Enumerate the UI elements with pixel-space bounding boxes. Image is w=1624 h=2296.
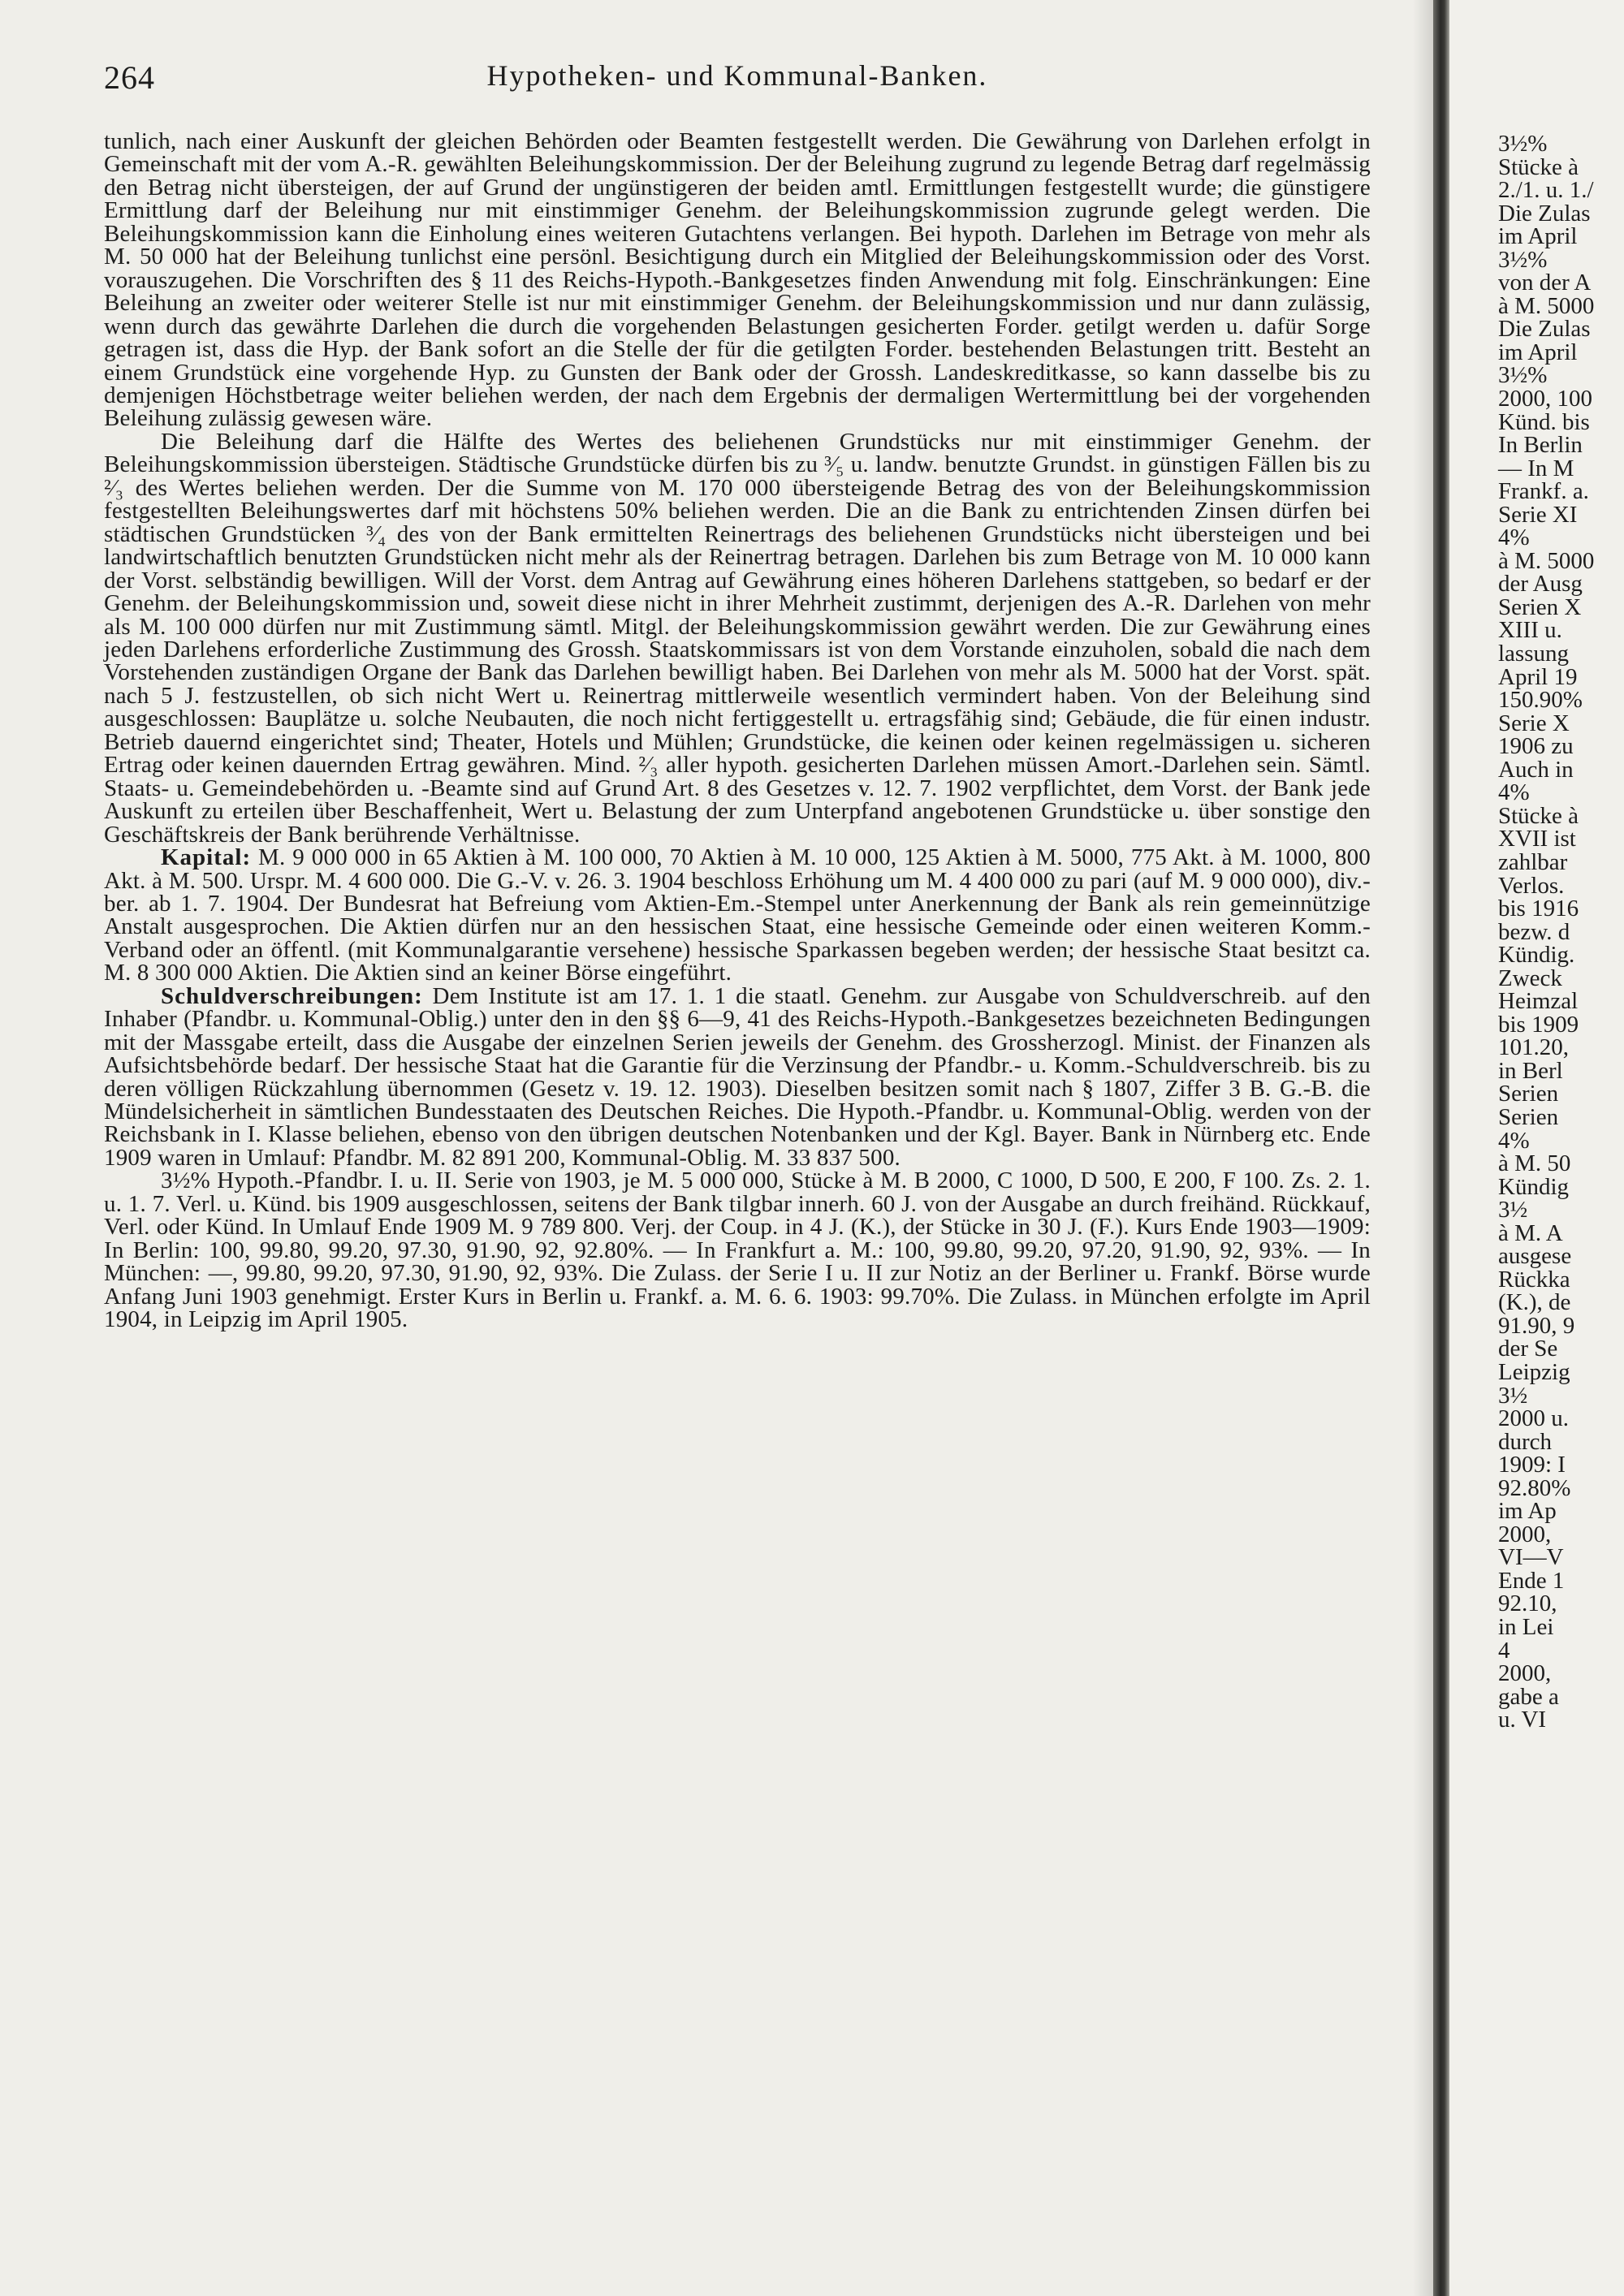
facing-page-line: Kündig. <box>1498 942 1575 969</box>
facing-page-line: 4% <box>1498 524 1530 551</box>
facing-page-line: Künd. bis <box>1498 408 1590 435</box>
body-text <box>104 130 1371 1331</box>
paragraph-schuldverschreibungen <box>104 982 1371 1171</box>
facing-page-line: 4% <box>1498 779 1530 806</box>
section-lead-kapital: Kapital: <box>161 844 252 871</box>
facing-page-line: VI—V <box>1498 1544 1564 1571</box>
facing-page-line: 3½% <box>1498 362 1548 389</box>
facing-page-line: Stücke à <box>1498 153 1579 180</box>
facing-page-line: à M. 50 <box>1498 1150 1571 1177</box>
facing-page-line: von der A <box>1498 270 1592 296</box>
facing-page-line: 91.90, 9 <box>1498 1312 1575 1339</box>
paragraph-text: Dem Institute ist am 17. 1. 1 die staatl. Genehm. zur Ausgabe von Schuldverschreib. auf den Inhaber (Pfandbr. u. Kommunal-Oblig.) unter den in den §§ 6—9, 41 des Reichs-Hypoth.-Bankgesetzes bezeichneten Bedingungen mit der Massgabe erteilt, dass die Ausgabe der einzelnen Serien jeweils der Genehm. des Grossherzogl. Minist. der Finanzen als Aufsichtsbehörde bedarf. Der hessische Staat hat die Garantie für die Verzinsung der Pfandbr.- u. Komm.-Schuldverschreib. bis zu deren völligen Rückzahlung übernommen (Gesetz v. 19. 12. 1903). Dieselben besitzen somit nach § 1807, Ziffer 3 B. G.-B. die Mündelsicherheit in sämtlichen Bundesstaaten des Deutschen Reiches. Die Hypoth.-Pfandbr. u. Kommunal-Oblig. werden von der Reichsbank in I. Klasse beliehen, ebenso von den übrigen deutschen Notenbanken und der Kgl. Bayer. Bank in Nürnberg etc. Ende 1909 waren in Umlauf: Pfandbr. M. 82 891 200, Kommunal-Oblig. M. 33 837 500. <box>104 982 1371 1171</box>
facing-page-line: Stücke à <box>1498 802 1579 829</box>
book-gutter <box>1433 0 1449 2296</box>
paragraph-text: M. 9 000 000 in 65 Aktien à M. 100 000, 70 Aktien à M. 10 000, 125 Aktien à M. 5000, 775 Akt. à M. 1000, 800 Akt. à M. 500. Urspr. M. 4 600 000. Die G.-V. v. 26. 3. 1904 beschloss Erhöhung um M. 4 400 000 zu pari (auf M. 9 000 000), div.-ber. ab 1. 7. 1904. Der Bundesrat hat Befreiung vom Aktien-Em.-Stempel unter Anerkennung der Bank als rein gemeinnützige Anstalt ausgesprochen. Die Aktien dürfen nur an den hessischen Staat, eine hessische Gemeinde oder einen weiteren Komm.-Verband oder an öffentl. (mit Kommunalgarantie versehene) hessische Sparkassen begeben werden; der hessische Staat besitzt ca. M. 8 300 000 Aktien. Die Aktien sind an keiner Börse eingeführt. <box>104 844 1371 986</box>
paragraph-beleihung-limits <box>104 430 1371 846</box>
facing-page-line: in Lei <box>1498 1614 1554 1640</box>
paragraph-beleihung-intro <box>104 130 1371 430</box>
facing-page-line: 4% <box>1498 1127 1530 1154</box>
facing-page-line: Serie X <box>1498 710 1570 736</box>
facing-page-line: lassung <box>1498 641 1569 667</box>
facing-page-line: 3½ <box>1498 1197 1528 1224</box>
section-lead-schuldverschreibungen: Schuldverschreibungen: <box>161 982 423 1009</box>
facing-page-line: à M. 5000 <box>1498 292 1595 319</box>
paragraph-kapital <box>104 846 1371 985</box>
facing-page-line: à M. A <box>1498 1219 1563 1246</box>
facing-page-line: April 19 <box>1498 663 1578 690</box>
facing-page-line: der Ausg <box>1498 571 1583 598</box>
gutter-shadow <box>1413 0 1433 2296</box>
facing-page-line: 2000, <box>1498 1660 1552 1687</box>
facing-page-line: der Se <box>1498 1336 1558 1362</box>
facing-page-line: Serien <box>1498 1103 1559 1130</box>
facing-page-line: Rückka <box>1498 1266 1570 1293</box>
facing-page-line: im April <box>1498 339 1578 365</box>
facing-page-line: bis 1916 <box>1498 896 1579 922</box>
facing-page-line: Serie XI <box>1498 501 1578 528</box>
facing-page-line: Zweck <box>1498 965 1562 991</box>
facing-page-line: 92.10, <box>1498 1590 1557 1617</box>
facing-page-line: Auch in <box>1498 756 1574 783</box>
facing-page-line: Serien <box>1498 1081 1559 1107</box>
facing-page-line: in Berl <box>1498 1057 1563 1084</box>
facing-page-line: XVII ist <box>1498 826 1576 852</box>
facing-page-line: u. VI <box>1498 1707 1547 1733</box>
facing-page-line: im April <box>1498 223 1578 250</box>
facing-page-line: zahlbar <box>1498 848 1568 875</box>
facing-page-line: 150.90% <box>1498 687 1583 714</box>
paragraph-text: tunlich, nach einer Auskunft der gleichen Behörden oder Beamten festgestellt werden. Die Gewährung von Darlehen erfolgt in Gemeinschaft mit der vom A.-R. gewählten Beleihungskommission. Der der Beleihung zugrund zu legende Betrag darf regelmässig den Betrag nicht übersteigen, der auf Grund der ungünstigeren der beiden amtl. Ermittlungen festgestellt wurde; die günstigere Ermittlung darf der Beleihung nur mit einstimmiger Genehm. der Beleihungskommission zugrunde gelegt werden. Die Beleihungskommission kann die Einholung eines weiteren Gutachtens verlangen. Bei hypoth. Darlehen im Betrage von mehr als M. 50 000 hat der Beleihung tunlichst eine persönl. Besichtigung durch ein Mitglied der Beleihungskommission oder des Vorst. vorauszugehen. Die Vorschriften des § 11 des Reichs-Hypoth.-Bankgesetzes finden Anwendung mit folg. Einschränkungen: Eine Beleihung an zweiter oder weiterer Stelle ist nur mit einstimmiger Genehm. der Beleihungskommission und nur dann zulässig, wenn durch das gewährte Darlehen die durch die vorgehenden Belastungen gesicherten Forder. getilgt werden u. dafür Sorge getragen ist, dass die Hyp. der Bank sofort an die Stelle der für die getilgten Forder. bestehenden Belastungen tritt. Besteht an einem Grundstück eine vorgehende Hyp. zu Gunsten der Bank oder der Grossh. Landeskreditkasse, so kann dasselbe bis zu demjenigen Höchstbetrage weiter beliehen werden, der nach dem Ergebnis der dermaligen Wertermittlung bei der vorgehenden Beleihung zulässig gewesen wäre. <box>104 128 1371 432</box>
facing-page-line: Kündig <box>1498 1173 1569 1200</box>
facing-page <box>1449 0 1624 2296</box>
facing-page-text <box>1498 132 1624 1732</box>
facing-page-line: 3½% <box>1498 246 1548 273</box>
facing-page-line: XIII u. <box>1498 617 1562 644</box>
facing-page-line: 3½% <box>1498 131 1548 157</box>
facing-page-line: Die Zulas <box>1498 200 1591 227</box>
facing-page-line: Ende 1 <box>1498 1567 1565 1594</box>
facing-page-line: Frankf. a. <box>1498 478 1589 505</box>
page-header <box>104 58 1371 99</box>
facing-page-line: à M. 5000 <box>1498 547 1595 574</box>
facing-page-line: Serien X <box>1498 593 1582 620</box>
facing-page-line: 3½ <box>1498 1382 1528 1409</box>
paragraph-text: 3½% Hypoth.-Pfandbr. I. u. II. Serie von 1903, je M. 5 000 000, Stücke à M. B 2000, C 1000, D 500, E 200, F 100. Zs. 2. 1. u. 1. 7. Verl. u. Künd. bis 1909 ausgeschlossen, seitens der Bank tilgbar innerh. 60 J. von der Ausgabe an durch freihänd. Rückkauf, Verl. oder Künd. In Umlauf Ende 1909 M. 9 789 800. Verj. der Coup. in 4 J. (K.), der Stücke in 30 J. (F.). Kurs Ende 1903—1909: In Berlin: 100, 99.80, 99.20, 97.30, 91.90, 92, 92.80%. — In Frankfurt a. M.: 100, 99.80, 99.20, 97.20, 91.90, 92, 93%. — In München: —, 99.80, 99.20, 97.30, 91.90, 92, 93%. Die Zulass. der Serie I u. II zur Notiz an der Berliner u. Frankf. Börse wurde Anfang Juni 1903 genehmigt. Erster Kurs in Berlin u. Frankf. a. M. 6. 6. 1903: 99.70%. Die Zulass. in München erfolgte im April 1904, in Leipzig im April 1905. <box>104 1167 1371 1333</box>
facing-page-line: Die Zulas <box>1498 316 1591 343</box>
facing-page-line: — In M <box>1498 455 1574 481</box>
facing-page-line: Verlos. <box>1498 872 1565 899</box>
running-title: Hypotheken- und Kommunal-Banken. <box>486 59 988 92</box>
facing-page-line: bis 1909 <box>1498 1011 1579 1038</box>
facing-page-line: 4 <box>1498 1637 1510 1664</box>
facing-page-line: (K.), de <box>1498 1289 1571 1316</box>
facing-page-line: In Berlin <box>1498 432 1583 459</box>
paragraph-pfandbriefe-serie-1-2 <box>104 1169 1371 1331</box>
facing-page-line: bezw. d <box>1498 918 1570 945</box>
page-number: 264 <box>104 59 155 96</box>
facing-page-line: im Ap <box>1498 1498 1557 1525</box>
facing-page-line: 1909: I <box>1498 1452 1566 1478</box>
facing-page-line: 2000 u. <box>1498 1405 1569 1432</box>
facing-page-line: durch <box>1498 1428 1553 1455</box>
facing-page-line: 101.20, <box>1498 1034 1569 1061</box>
facing-page-line: 92.80% <box>1498 1474 1571 1501</box>
facing-page-line: 2./1. u. 1./ <box>1498 177 1594 204</box>
facing-page-line: 2000, <box>1498 1521 1552 1547</box>
paragraph-text: Die Beleihung darf die Hälfte des Wertes des beliehenen Grundstücks nur mit einstimmiger Genehm. der Beleihungskommission übersteigen. Städtische Grundstücke dürfen bis zu ³⁄₅ u. landw. benutzte Grundst. in günstigen Fällen bis zu ²⁄₃ des Wertes beliehen werden. Der die Summe von M. 170 000 übersteigende Betrag des von der Beleihungskommission festgestellten Beleihungswertes darf mit höchstens 50% beliehen werden. Die an die Bank zu entrichtenden Zinsen dürfen bei städtischen Grundstücken ³⁄₄ des von der Bank ermittelten Reinertrags des beliehenen Grundstücks nicht übersteigen und bei landwirtschaftlich benutzten Grundstücken nicht mehr als der Reinertrag betragen. Darlehen bis zum Betrage von M. 10 000 kann der Vorst. selbständig bewilligen. Will der Vorst. dem Antrag auf Gewährung eines höheren Darlehens stattgeben, so bedarf er der Genehm. der Beleihungskommission und, soweit diese nicht in ihrer Mehrheit zustimmt, derjenigen des A.-R. Darlehen von mehr als M. 100 000 dürfen nur mit Zustimmung sämtl. Mitgl. der Beleihungskommission gewährt werden. Die zur Gewährung eines jeden Darlehens erforderliche Zustimmung des Grossh. Staatskommissars ist von dem Vorstande einzuholen, sobald die nach dem Vorstehenden zuständigen Organe der Bank das Darlehen bewilligt haben. Bei Darlehen von mehr als M. 5000 hat der Vorst. spät. nach 5 J. festzustellen, ob sich nicht Wert u. Reinertrag mittlerweile wesentlich vermindert haben. Von der Beleihung sind ausgeschlossen: Bauplätze u. solche Neubauten, die noch nicht fertiggestellt u. ertragsfähig sind; Gebäude, die für einen industr. Betrieb dauernd eingerichtet sind; Theater, Hotels und Mühlen; Grundstücke, die keinen oder keinen regelmässigen u. sicheren Ertrag oder keinen dauernden Ertrag gewähren. Mind. ²⁄₃ aller hypoth. gesicherten Darlehen müssen Amort.-Darlehen sein. Sämtl. Staats- u. Gemeindebehörden u. -Beamte sind auf Grund Art. 8 des Gesetzes v. 12. 7. 1902 verpflichtet, dem Vorst. der Bank jede Auskunft zu erteilen über Beschaffenheit, Wert u. Belastung der zum Unterpfand angebotenen Grundstücke u. über sonstige den Geschäftskreis der Bank berührende Verhältnisse. <box>104 428 1371 848</box>
facing-page-line: ausgese <box>1498 1243 1572 1270</box>
facing-page-line: 1906 zu <box>1498 733 1574 760</box>
facing-page-line: gabe a <box>1498 1683 1559 1710</box>
facing-page-line: 2000, 100 <box>1498 386 1592 412</box>
facing-page-line: Leipzig <box>1498 1358 1570 1385</box>
facing-page-line: Heimzal <box>1498 988 1579 1015</box>
